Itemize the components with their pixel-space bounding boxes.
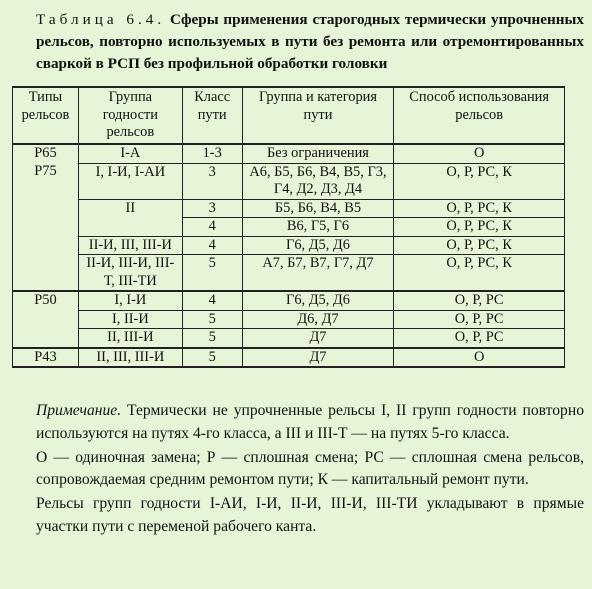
- cell-track-class: 1-3: [182, 144, 242, 163]
- last-paragraph: Рельсы групп годности I-АИ, I-И, II-И, III-И, III-ТИ укладывают в прямые участки пути с переменой рабочего канта.: [36, 495, 584, 535]
- cell-track-group: Б5, Б6, В4, В5: [242, 199, 394, 218]
- table-header-row: [13, 87, 565, 144]
- table-row: [13, 291, 565, 310]
- cell-fitness-group: I, I-И: [78, 291, 182, 310]
- header-usage-method: Способ использования рельсов: [394, 87, 565, 144]
- cell-track-class: 5: [182, 329, 242, 348]
- cell-track-group: Г6, Д5, Д6: [242, 291, 394, 310]
- cell-track-class: 4: [182, 291, 242, 310]
- cell-usage-method: О: [394, 144, 565, 163]
- cell-rail-type: Р50: [13, 291, 79, 310]
- table-row: [13, 329, 565, 348]
- table-caption: [36, 9, 584, 75]
- cell-fitness-group: II-И, III-И, III-Т, III-ТИ: [78, 255, 182, 292]
- cell-track-group: Д7: [242, 348, 394, 368]
- cell-rail-type: [13, 329, 79, 348]
- table-row: [13, 199, 565, 218]
- table-row: [13, 144, 565, 163]
- cell-rail-type: Р43: [13, 348, 79, 368]
- cell-usage-method: О, Р, РС, К: [394, 236, 565, 255]
- cell-rail-type: [13, 218, 79, 237]
- cell-track-group: В6, Г5, Г6: [242, 218, 394, 237]
- table-row: [13, 348, 565, 368]
- table-row: [13, 310, 565, 329]
- cell-fitness-group: II, III-И: [78, 329, 182, 348]
- cell-rail-type: [13, 255, 79, 292]
- notes-section: [36, 400, 584, 540]
- cell-usage-method: О, Р, РС, К: [394, 199, 565, 218]
- cell-rail-type: [13, 236, 79, 255]
- table-row: [13, 218, 565, 237]
- cell-track-group: Д7: [242, 329, 394, 348]
- cell-track-group: Д6, Д7: [242, 310, 394, 329]
- table-title: Сферы применения старогодных термически упрочненных рельсов, повторно используемых в пути без ремонта или отремонтированных сваркой в РСП без профильной обработки головки: [36, 11, 584, 72]
- cell-track-class: 5: [182, 310, 242, 329]
- cell-track-class: 4: [182, 218, 242, 237]
- rails-table: [12, 86, 565, 368]
- header-rail-type: Типы рельсов: [13, 87, 79, 144]
- cell-track-class: 4: [182, 236, 242, 255]
- cell-usage-method: О, Р, РС, К: [394, 163, 565, 199]
- cell-track-group: Г6, Д5, Д6: [242, 236, 394, 255]
- cell-track-group: Без ограничения: [242, 144, 394, 163]
- cell-usage-method: О, Р, РС, К: [394, 218, 565, 237]
- cell-rail-type: Р75: [13, 163, 79, 199]
- note-label: Примечание.: [36, 402, 122, 419]
- cell-fitness-group: II, III, III-И: [78, 348, 182, 368]
- legend-paragraph: О — одиночная замена; Р — сплошная смена; РС — сплошная смена рельсов, сопровождаемая средним ремонтом пути; К — капитальный ремонт пути.: [36, 448, 584, 489]
- cell-fitness-group: [78, 218, 182, 237]
- cell-track-class: 5: [182, 348, 242, 368]
- cell-rail-type: [13, 199, 79, 218]
- cell-rail-type: Р65: [13, 144, 79, 163]
- cell-usage-method: О, Р, РС, К: [394, 255, 565, 292]
- cell-usage-method: О, Р, РС: [394, 310, 565, 329]
- cell-track-group: А6, Б5, Б6, В4, В5, Г3, Г4, Д2, Д3, Д4: [242, 163, 394, 199]
- table-label: Таблица 6.4.: [36, 11, 166, 28]
- note-paragraph: [36, 400, 584, 446]
- table-row: [13, 163, 565, 199]
- cell-fitness-group: I, I-И, I-АИ: [78, 163, 182, 199]
- header-track-group: Группа и категория пути: [242, 87, 394, 144]
- header-fitness-group: Группа годности рельсов: [78, 87, 182, 144]
- cell-track-class: 5: [182, 255, 242, 292]
- cell-usage-method: О, Р, РС: [394, 291, 565, 310]
- cell-track-group: А7, Б7, В7, Г7, Д7: [242, 255, 394, 292]
- cell-rail-type: [13, 310, 79, 329]
- cell-fitness-group: II: [78, 199, 182, 218]
- cell-track-class: 3: [182, 163, 242, 199]
- cell-usage-method: О: [394, 348, 565, 368]
- header-track-class: Класс пути: [182, 87, 242, 144]
- table-row: [13, 236, 565, 255]
- table-row: [13, 255, 565, 292]
- note-text: Термически не упрочненные рельсы I, II групп годности повторно используются на путях 4-го класса, а III и III-Т — на путях 5-го класса.: [36, 402, 584, 442]
- cell-fitness-group: II-И, III, III-И: [78, 236, 182, 255]
- cell-track-class: 3: [182, 199, 242, 218]
- cell-fitness-group: I-А: [78, 144, 182, 163]
- cell-usage-method: О, Р, РС: [394, 329, 565, 348]
- cell-fitness-group: I, II-И: [78, 310, 182, 329]
